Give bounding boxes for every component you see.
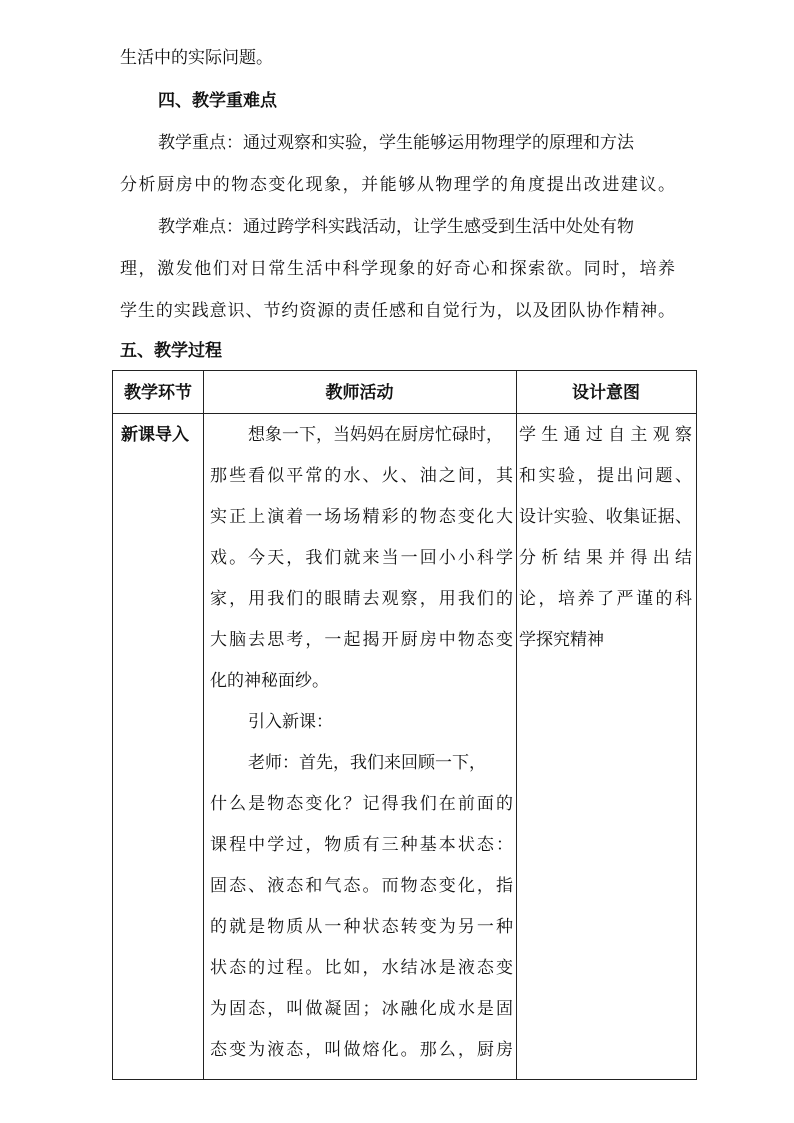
intent-line: 论，培养了严谨的科 (519, 589, 692, 609)
key-points-line-2: 分析厨房中的物态变化现象，并能够从物理学的角度提出改进建议。 (120, 175, 675, 195)
design-intent-cell (519, 427, 692, 673)
intent-line: 和实验，提出问题、 (519, 466, 692, 486)
teacher-line: 状态的过程。比如，水结冰是液态变 (210, 958, 513, 978)
intent-line: 学探究精神 (519, 630, 604, 650)
teacher-line: 化的神秘面纱。 (210, 671, 329, 691)
table-divider (203, 371, 204, 1079)
teaching-process-table (112, 370, 697, 1080)
teacher-line: 实正上演着一场场精彩的物态变化大 (210, 507, 513, 527)
intent-line: 分析结果并得出结 (519, 548, 692, 568)
teacher-line: 为固态，叫做凝固；冰融化成水是固 (210, 999, 513, 1019)
intent-line: 设计实验、收集证据、 (519, 507, 692, 527)
section-5-heading: 五、教学过程 (120, 341, 222, 361)
teacher-line: 想象一下，当妈妈在厨房忙碌时， (248, 425, 503, 445)
header-stage: 教学环节 (124, 383, 192, 403)
section-4-heading: 四、教学重难点 (158, 91, 277, 111)
intent-line: 学生通过自主观察 (519, 425, 692, 445)
teacher-line: 固态、液态和气态。而物态变化，指 (210, 876, 513, 896)
difficult-points-line-3: 学生的实践意识、节约资源的责任感和自觉行为，以及团队协作精神。 (120, 301, 675, 321)
teacher-activity-cell (210, 427, 513, 1083)
teacher-line: 大脑去思考，一起揭开厨房中物态变 (210, 630, 513, 650)
difficult-points-line-2: 理，激发他们对日常生活中科学现象的好奇心和探索欲。同时，培养 (120, 259, 675, 279)
stage-cell: 新课导入 (121, 425, 189, 445)
teacher-line: 老师：首先，我们来回顾一下， (248, 753, 486, 773)
table-divider (113, 413, 696, 414)
teacher-line: 戏。今天，我们就来当一回小小科学 (210, 548, 513, 568)
continuation-text: 生活中的实际问题。 (120, 48, 273, 68)
key-points-line-1: 教学重点：通过观察和实验，学生能够运用物理学的原理和方法 (158, 133, 634, 153)
teacher-line: 态变为液态，叫做熔化。那么，厨房 (210, 1040, 513, 1060)
teacher-line: 的就是物质从一种状态转变为另一种 (210, 917, 513, 937)
header-design-intent: 设计意图 (572, 383, 640, 403)
teacher-line: 那些看似平常的水、火、油之间，其 (210, 466, 513, 486)
table-divider (516, 371, 517, 1079)
difficult-points-line-1: 教学难点：通过跨学科实践活动，让学生感受到生活中处处有物 (158, 217, 634, 237)
header-teacher-activity: 教师活动 (325, 383, 394, 403)
teacher-line: 家，用我们的眼睛去观察，用我们的 (210, 589, 513, 609)
teacher-line: 课程中学过，物质有三种基本状态： (210, 835, 513, 855)
teacher-line: 引入新课： (248, 712, 333, 732)
teacher-line: 什么是物态变化？记得我们在前面的 (210, 794, 513, 814)
